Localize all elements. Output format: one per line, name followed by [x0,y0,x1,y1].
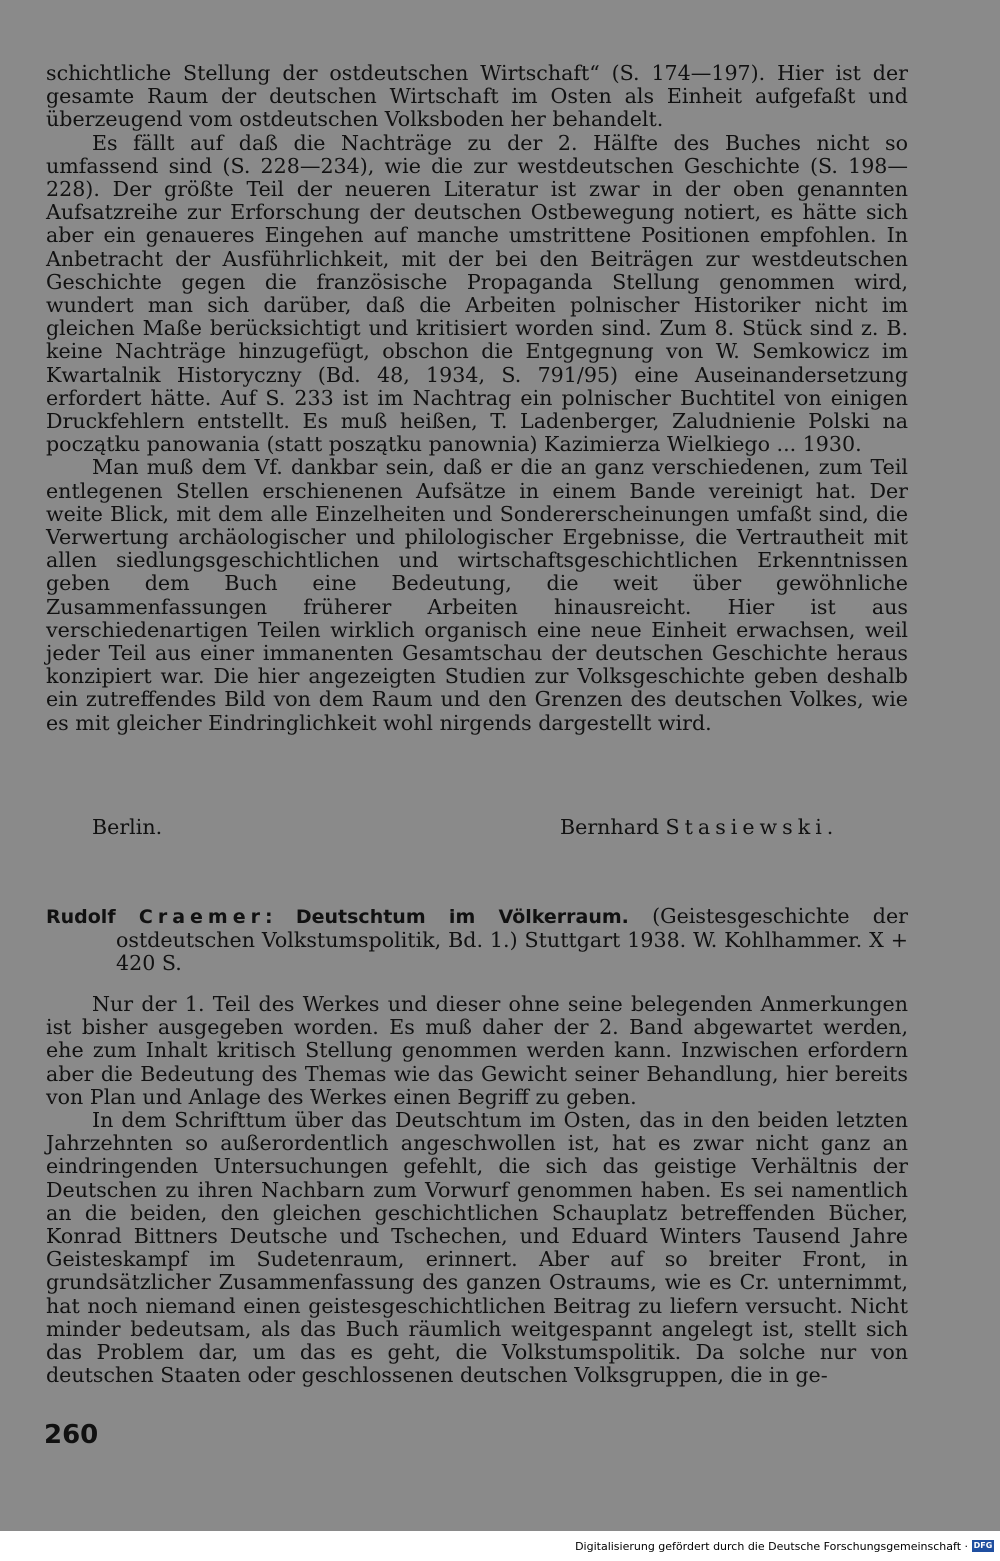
signature-name [560,815,838,839]
digitization-footer [0,1531,1000,1561]
review-book-title: : Deutschtum im Völkerraum. [264,906,629,928]
review-body [46,993,908,1387]
paragraph: In dem Schrifttum über das Deutschtum im Osten, das in den beiden letzten Jahrzehnten so außerordentlich angeschwollen ist, hat es zwar nicht ganz an eindringenden Untersuchungen gefehlt, die sich das geistige Verhältnis der Deutschen zu ihren Nachbarn zum Vorwurf genommen haben. Es sei namentlich an die beiden, den gleichen geschichtlichen Schauplatz betreffenden Bücher, Konrad Bittners Deutsche und Tschechen, und Eduard Winters Tausend Jahre Geisteskampf im Sudetenraum, erinnert. Aber auf so breiter Front, in grundsätzlicher Zusammenfassung des ganzen Ostraums, wie es Cr. unternimmt, hat noch niemand einen geistesgeschichtlichen Beitrag zu liefern versucht. Nicht minder bedeutsam, als das Buch räumlich weitgespannt angelegt ist, stellt sich das Problem dar, um das es geht, die Volkstumspolitik. Da solche nur von deutschen Staaten oder geschlossenen deutschen Volksgruppen, die in ge- [46,1108,908,1388]
page-number: 260 [44,1420,99,1450]
review-author-first: Rudolf [46,906,139,928]
review-author-last: Craemer [138,906,265,928]
paragraph: Nur der 1. Teil des Werkes und dieser ohne seine belegenden Anmerkungen ist bisher ausgegeben worden. Es muß daher der 2. Band abgewartet werden, ehe zum Inhalt kritisch Stellung genommen werden kann. Inzwischen erfordern aber die Bedeutung des Themas wie das Gewicht seiner Behandlung, hier bereits von Plan und Anlage des Werkes einen Begriff zu geben. [46,992,908,1109]
footer-credit: Digitalisierung gefördert durch die Deutsche Forschungsgemeinschaft · [575,1540,968,1553]
signature-first-name: Bernhard [560,815,666,839]
review-citation [46,905,908,976]
paragraph: Es fällt auf daß die Nachträge zu der 2. Hälfte des Buches nicht so umfassend sind (S. 228—234), wie die zur westdeutschen Geschichte (S. 198—228). Der größte Teil der neueren Literatur ist zwar in der oben genannten Aufsatzreihe zur Erforschung der deutschen Ostbewegung notiert, es hätte sich aber ein genaueres Eingehen auf manche umstrittene Positionen empfohlen. In Anbetracht der Ausführlichkeit, mit der bei den Beiträgen zur westdeutschen Geschichte gegen die französische Propaganda Stellung genommen wird, wundert man sich darüber, daß die Arbeiten polnischer Historiker nicht im gleichen Maße berücksichtigt und kritisiert worden sind. Zum 8. Stück sind z. B. keine Nachträge hinzugefügt, obschon die Entgegnung von W. Semkowicz im Kwartalnik Historyczny (Bd. 48, 1934, S. 791/95) eine Auseinandersetzung erfordert hätte. Auf S. 233 ist im Nachtrag ein polnischer Buchtitel von einigen Druckfehlern entstellt. Es muß heißen, T. Ladenberger, Zaludnienie Polski na początku panowania (statt poszątku panownia) Kazimierza Wielkiego ... 1930. [46,130,908,457]
paragraph: Man muß dem Vf. dankbar sein, daß er die an ganz verschiedenen, zum Teil entlegenen Stellen erschienenen Aufsätze in einem Bande vereinigt hat. Der weite Blick, mit dem alle Einzelheiten und Sondererscheinungen umfaßt sind, die Verwertung archäologischer und philologischer Ergebnisse, die Vertrautheit mit allen siedlungsgeschichtlichen und wirtschaftsgeschichtlichen Erkenntnissen geben dem Buch eine Bedeutung, die weit über gewöhnliche Zusammenfassungen früherer Arbeiten hinausreicht. Hier ist aus verschiedenartigen Teilen wirklich organisch eine neue Einheit erwachsen, weil jeder Teil aus einer immanenten Gesamtschau der deutschen Geschichte heraus konzipiert war. Die hier angezeigten Studien zur Volksgeschichte geben deshalb ein zutreffendes Bild von dem Raum und den Grenzen des deutschen Volkes, wie es mit gleicher Eindringlichkeit wohl nirgends dargestellt wird. [46,455,908,735]
previous-review-continuation [46,62,908,735]
dfg-logo-icon: DFG [973,1541,993,1550]
review-heading [46,905,908,976]
signature-last-name: Stasiewski. [665,815,839,839]
signature-place: Berlin. [92,815,163,839]
review-bibliography: (Geistesgeschichte der ostdeutschen Volkstumspolitik, Bd. 1.) Stuttgart 1938. W. Kohlhammer. X + 420 S. [116,904,908,976]
paragraph: schichtliche Stellung der ostdeutschen Wirtschaft“ (S. 174—197). Hier ist der gesamte Raum der deutschen Wirtschaft im Osten als Einheit aufgefaßt und überzeugend vom ostdeutschen Volksboden her behandelt. [46,61,908,132]
